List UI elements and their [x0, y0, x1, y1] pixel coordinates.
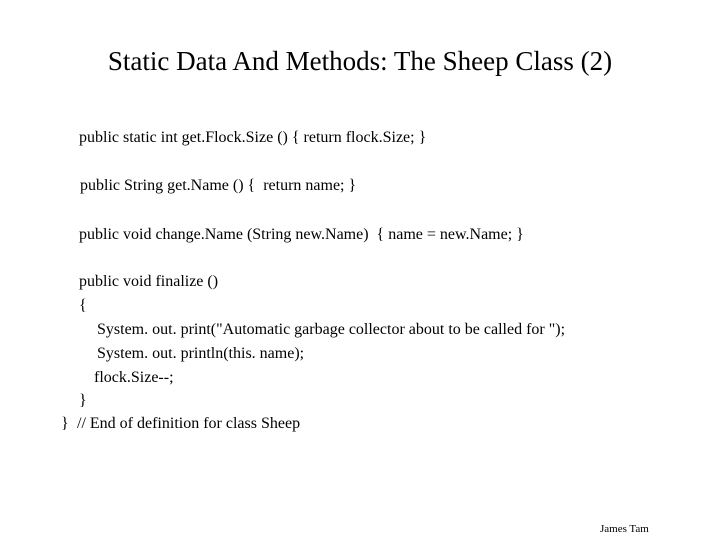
code-line-change-name: public void change.Name (String new.Name) { name = new.Name; }: [79, 226, 524, 243]
code-line-open-brace: {: [79, 297, 87, 314]
code-line-end-comment: // End of definition for class Sheep: [77, 415, 301, 432]
code-line-close-brace: }: [79, 392, 87, 409]
code-line-println-statement: System. out. println(this. name);: [97, 345, 305, 362]
code-line-get-flock-size: public static int get.Flock.Size () { return flock.Size; }: [79, 129, 427, 146]
code-line-class-close-brace: }: [61, 415, 69, 432]
code-line-decrement: flock.Size--;: [94, 369, 174, 386]
slide-title: Static Data And Methods: The Sheep Class (2): [107, 46, 613, 76]
code-line-print-statement: System. out. print("Automatic garbage collector about to be called for ");: [97, 321, 566, 338]
code-line-get-name: public String get.Name () { return name; }: [80, 177, 357, 194]
footer-author: James Tam: [600, 523, 649, 535]
code-line-finalize-signature: public void finalize (): [79, 273, 219, 290]
